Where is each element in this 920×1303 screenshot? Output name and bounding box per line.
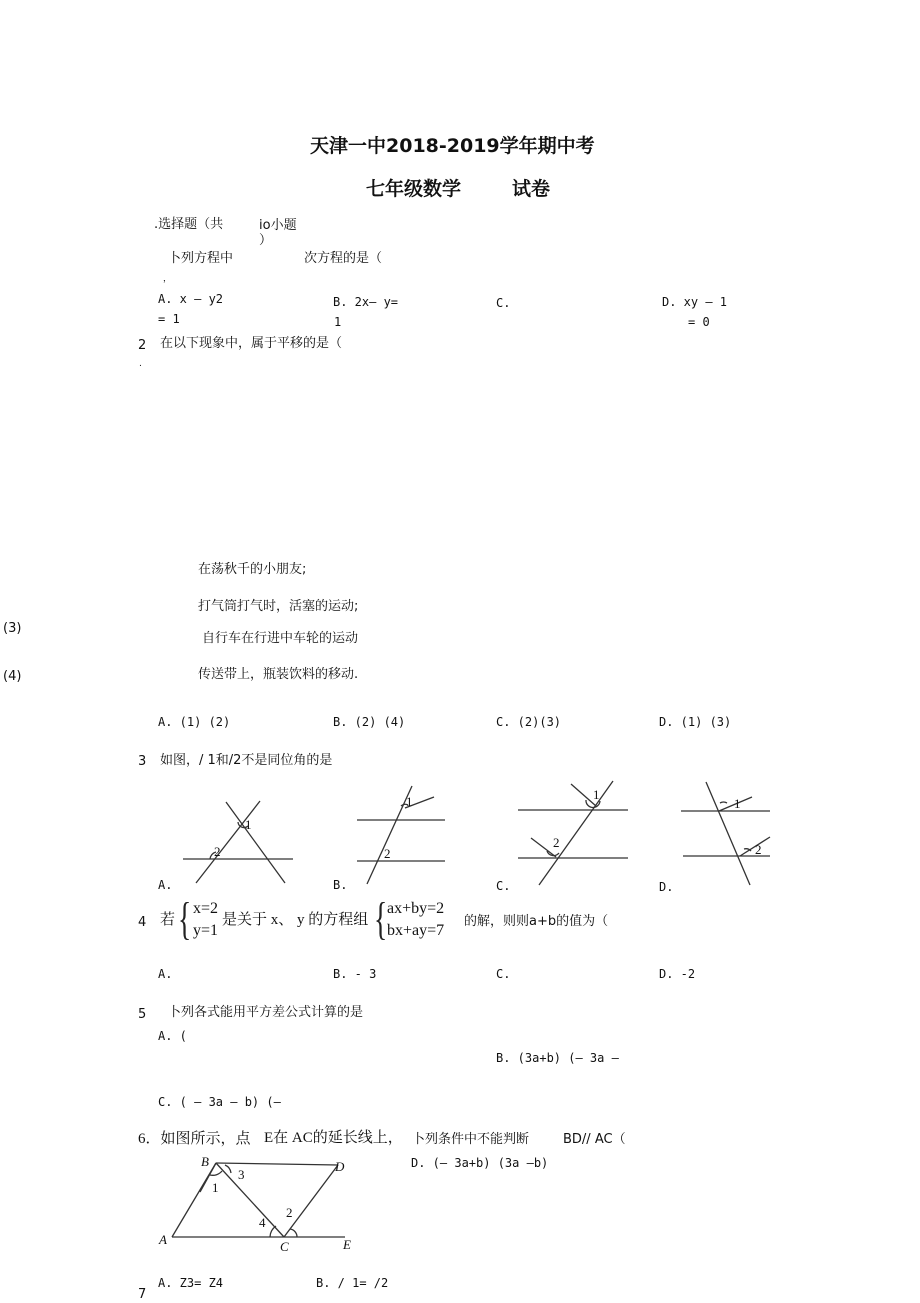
q4-solution	[193, 898, 218, 942]
q6-angle-3: 3	[238, 1167, 245, 1182]
q2-stem: 在以下现象中，属于平移的是（	[160, 336, 343, 351]
q3-a-angle-2: 2	[214, 844, 221, 859]
subject-label: 七年级数学	[366, 178, 462, 200]
section-close: ）	[259, 233, 273, 248]
q6-stem-a: 6．如图所示，点	[138, 1131, 251, 1147]
exam-title: 天津一中2018-2019学年期中考	[310, 135, 595, 157]
q2-item-3: 自行车在行进中车轮的运动	[202, 631, 359, 646]
q2-number: 2	[138, 338, 147, 353]
q3-d-angle-1: 1	[734, 796, 741, 811]
q2-item-1: 在荡秋千的小朋友;	[198, 562, 307, 577]
q2-item-2: 打气筒打气时，活塞的运动;	[198, 599, 359, 614]
q4-system	[387, 898, 444, 942]
q1-option-d: D. xy — 1	[662, 295, 728, 309]
q3-c-angle-2: 2	[553, 835, 560, 850]
q3-b-angle-2: 2	[384, 846, 391, 861]
q6-point-d: D	[335, 1159, 345, 1174]
q4-option-a: A.	[158, 967, 173, 981]
q6-point-c: C	[280, 1239, 289, 1254]
q1-stem-b: 次方程的是（	[304, 251, 383, 266]
q4-tail: 的解，则则a+b的值为（	[464, 914, 609, 929]
q4-brace-1: {	[178, 893, 192, 944]
q4-solution-y: y=1	[193, 922, 219, 939]
q4-if: 若	[160, 912, 176, 928]
q5-stem: 卜列各式能用平方差公式计算的是	[168, 1005, 364, 1020]
q3-d-angle-2: 2	[755, 842, 762, 857]
q7-number: 7	[138, 1287, 147, 1302]
q2-label-3: (3)	[3, 621, 22, 636]
q6-point-a: A	[159, 1232, 167, 1247]
q3-number: 3	[138, 754, 147, 769]
q4-number: 4	[138, 915, 147, 930]
q2-option-b: B. (2) (4)	[333, 715, 406, 729]
section-label: .选择题（共	[154, 217, 224, 232]
q3-figure-a	[183, 801, 293, 883]
q3-figure-c	[518, 781, 628, 885]
q6-stem-b: E在 AC的延长线上，	[264, 1130, 403, 1146]
q6-point-b: B	[201, 1154, 209, 1169]
q6-stem-c: 卜列条件中不能判断	[412, 1132, 530, 1147]
q2-dot: .	[139, 359, 142, 369]
paper-label: 试卷	[512, 178, 551, 200]
q3-option-d: D.	[659, 880, 674, 894]
q2-item-4: 传送带上，瓶装饮料的移动.	[198, 667, 359, 682]
q2-option-d: D. (1) (3)	[659, 715, 732, 729]
q3-option-b: B.	[333, 878, 348, 892]
q4-middle: 是关于 x、 y 的方程组	[222, 912, 369, 928]
q3-a-angle-1: 1	[245, 817, 252, 832]
q1-mark: ，	[163, 274, 173, 284]
q1-option-c: C.	[496, 296, 511, 310]
q2-option-a: A. (1) (2)	[158, 715, 231, 729]
q3-option-a: A.	[158, 878, 173, 892]
q3-c-angle-1: 1	[593, 787, 600, 802]
q4-option-b: B. - 3	[333, 967, 377, 981]
q3-figure-b	[357, 786, 445, 884]
q6-stem-d: BD// AC（	[563, 1132, 626, 1147]
q2-label-4: (4)	[3, 669, 22, 684]
q5-option-b: B. (3a+b) (— 3a —	[496, 1051, 619, 1065]
q6-angle-1: 1	[212, 1180, 219, 1195]
q6-option-a: A. Z3= Z4	[158, 1276, 224, 1290]
q6-angle-2: 2	[286, 1205, 293, 1220]
q1-option-a: A. x – y2	[158, 292, 224, 306]
q4-option-d: D. -2	[659, 967, 696, 981]
q3-figure-d	[681, 782, 770, 885]
q2-option-c: C. (2)(3)	[496, 715, 562, 729]
q1-option-b: B. 2x— y=	[333, 295, 399, 309]
q3-b-angle-1: 1	[406, 794, 413, 809]
q4-option-c: C.	[496, 967, 511, 981]
q6-angle-4: 4	[259, 1215, 266, 1230]
q4-brace-2: {	[374, 893, 388, 944]
q4-solution-x: x=2	[193, 900, 219, 917]
q1-option-d-cont: = 0	[688, 315, 710, 329]
q4-system-eq2: bx+ay=7	[387, 922, 445, 939]
q5-option-d: D. (— 3a+b) (3a —b)	[411, 1156, 549, 1170]
q1-option-b-cont: 1	[334, 315, 342, 329]
q6-point-e: E	[343, 1237, 351, 1252]
q1-stem-a: 卜列方程中	[168, 251, 234, 266]
q3-stem: 如图，/ 1和/2不是同位角的是	[160, 753, 333, 768]
q1-option-a-cont: = 1	[158, 312, 180, 326]
q3-option-c: C.	[496, 879, 511, 893]
q5-option-c: C. ( — 3a — b) (—	[158, 1095, 281, 1109]
section-count: io小题	[259, 218, 297, 233]
q6-option-b: B. / 1= /2	[316, 1276, 389, 1290]
q5-option-a: A. (	[158, 1029, 187, 1043]
q4-system-eq1: ax+by=2	[387, 900, 445, 917]
q5-number: 5	[138, 1007, 147, 1022]
